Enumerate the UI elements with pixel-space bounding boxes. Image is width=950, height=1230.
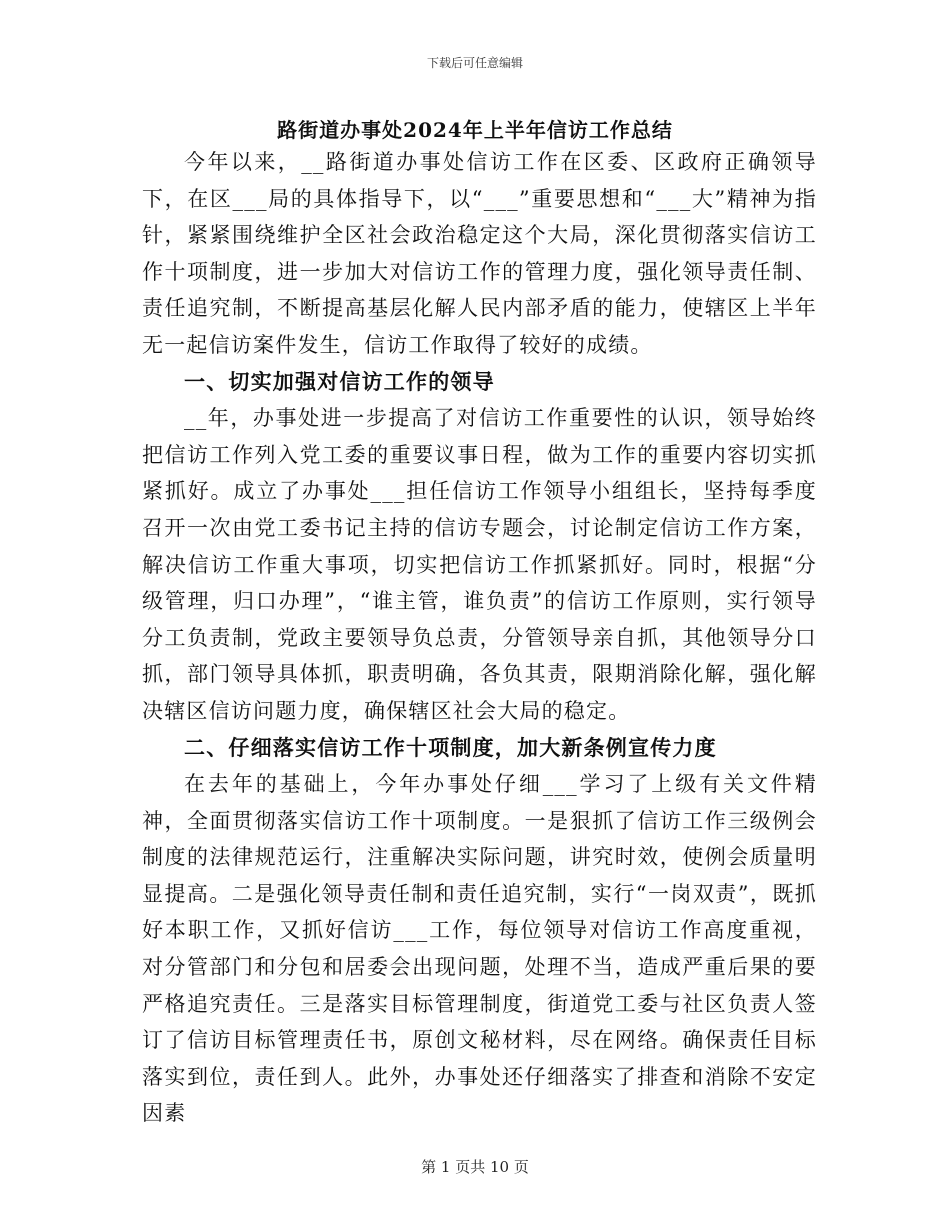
header-note: 下载后可任意编辑 xyxy=(426,56,523,70)
page-number-footer: 第 1 页共 10 页 xyxy=(421,1158,529,1176)
section-heading-1: 一、切实加强对信访工作的领导 xyxy=(184,368,495,394)
paragraph-intro: 今年以来，__路街道办事处信访工作在区委、区政府正确领导下，在区___局的具体指导下，以“___”重要思想和“___大”精神为指针，紧紧围绕维护全区社会政治稳定这个大局，深化贯彻落实信访工作十项制度，进一步加大对信访工作的管理力度，强化领导责任制、责任追究制，不断提高基层化解人民内部矛盾的能力，使辖区上半年无一起信访案件发生，信访工作取得了较好的成绩。 xyxy=(142,150,817,357)
paragraph-section-2: 在去年的基础上，今年办事处仔细___学习了上级有关文件精神，全面贯彻落实信访工作十项制度。一是狠抓了信访工作三级例会制度的法律规范运行，注重解决实际问题，讲究时效，使例会质量明显提高。二是强化领导责任制和责任追究制，实行“一岗双责”，既抓好本职工作，又抓好信访___工作，每位领导对信访工作高度重视，对分管部门和分包和居委会出现问题，处理不当，造成严重后果的要严格追究责任。三是落实目标管理制度，街道党工委与社区负责人签订了信访目标管理责任书，原创文秘材料，尽在网络。确保责任目标落实到位，责任到人。此外，办事处还仔细落实了排查和消除不安定因素 xyxy=(142,772,817,1126)
paragraph-section-1: __年，办事处进一步提高了对信访工作重要性的认识，领导始终把信访工作列入党工委的重要议事日程，做为工作的重要内容切实抓紧抓好。成立了办事处___担任信访工作领导小组组长，坚持每季度召开一次由党工委书记主持的信访专题会，讨论制定信访工作方案，解决信访工作重大事项，切实把信访工作抓紧抓好。同时，根据“分级管理，归口办理”，“谁主管，谁负责”的信访工作原则，实行领导分工负责制，党政主要领导负总责，分管领导亲自抓，其他领导分口抓，部门领导具体抓，职责明确，各负其责，限期消除化解，强化解决辖区信访问题力度，确保辖区社会大局的稳定。 xyxy=(142,406,817,723)
document-body xyxy=(142,144,817,1132)
document-title: 路街道办事处2024年上半年信访工作总结 xyxy=(277,118,673,142)
section-heading-2: 二、仔细落实信访工作十项制度，加大新条例宣传力度 xyxy=(184,734,717,760)
